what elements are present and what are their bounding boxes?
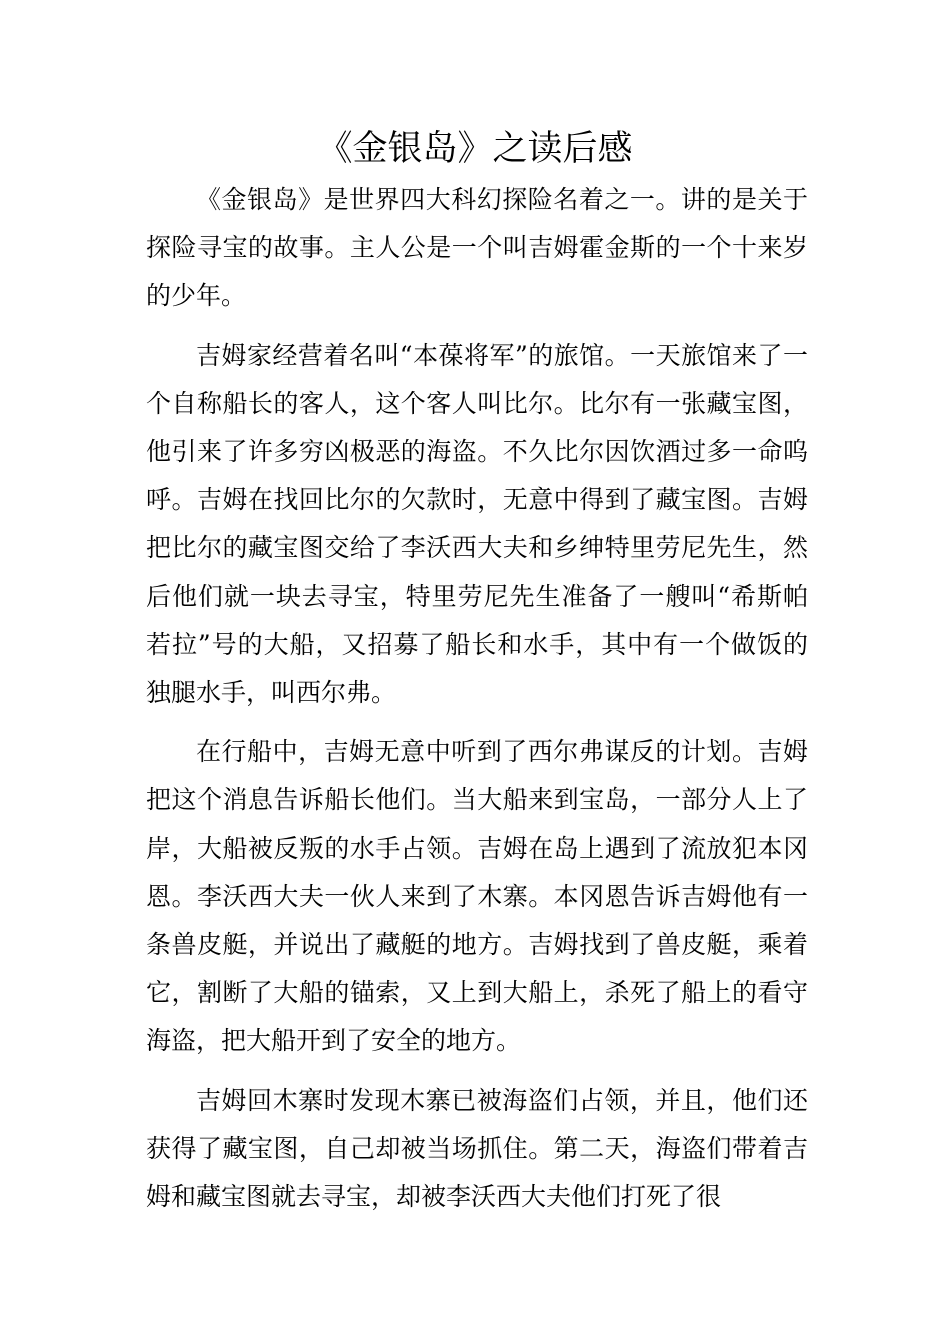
document-title: 《金银岛》之读后感	[317, 129, 633, 169]
document-body	[146, 176, 808, 1232]
paragraph-4: 吉姆回木寨时发现木寨已被海盗们占领，并且，他们还获得了藏宝图，自己却被当场抓住。第二天，海盗们带着吉姆和藏宝图就去寻宝，却被李沃西大夫他们打死了很	[146, 1085, 808, 1212]
paragraph-3: 在行船中，吉姆无意中听到了西尔弗谋反的计划。吉姆把这个消息告诉船长他们。当大船来到宝岛，一部分人上了岸，大船被反叛的水手占领。吉姆在岛上遇到了流放犯本冈恩。李沃西大夫一伙人来到了木寨。本冈恩告诉吉姆他有一条兽皮艇，并说出了藏艇的地方。吉姆找到了兽皮艇，乘着它，割断了大船的锚索，又上到大船上，杀死了船上的看守海盗，把大船开到了安全的地方。	[146, 737, 808, 1056]
paragraph-1: 《金银岛》是世界四大科幻探险名着之一。讲的是关于探险寻宝的故事。主人公是一个叫吉姆霍金斯的一个十来岁的少年。	[146, 185, 808, 311]
paragraph-2: 吉姆家经营着名叫“本葆将军”的旅馆。一天旅馆来了一个自称船长的客人，这个客人叫比尔。比尔有一张藏宝图，他引来了许多穷凶极恶的海盗。不久比尔因饮酒过多一命呜呼。吉姆在找回比尔的欠款时，无意中得到了藏宝图。吉姆把比尔的藏宝图交给了李沃西大夫和乡绅特里劳尼先生，然后他们就一块去寻宝，特里劳尼先生准备了一艘叫“希斯帕若拉”号的大船，又招募了船长和水手，其中有一个做饭的独腿水手，叫西尔弗。	[146, 340, 808, 708]
